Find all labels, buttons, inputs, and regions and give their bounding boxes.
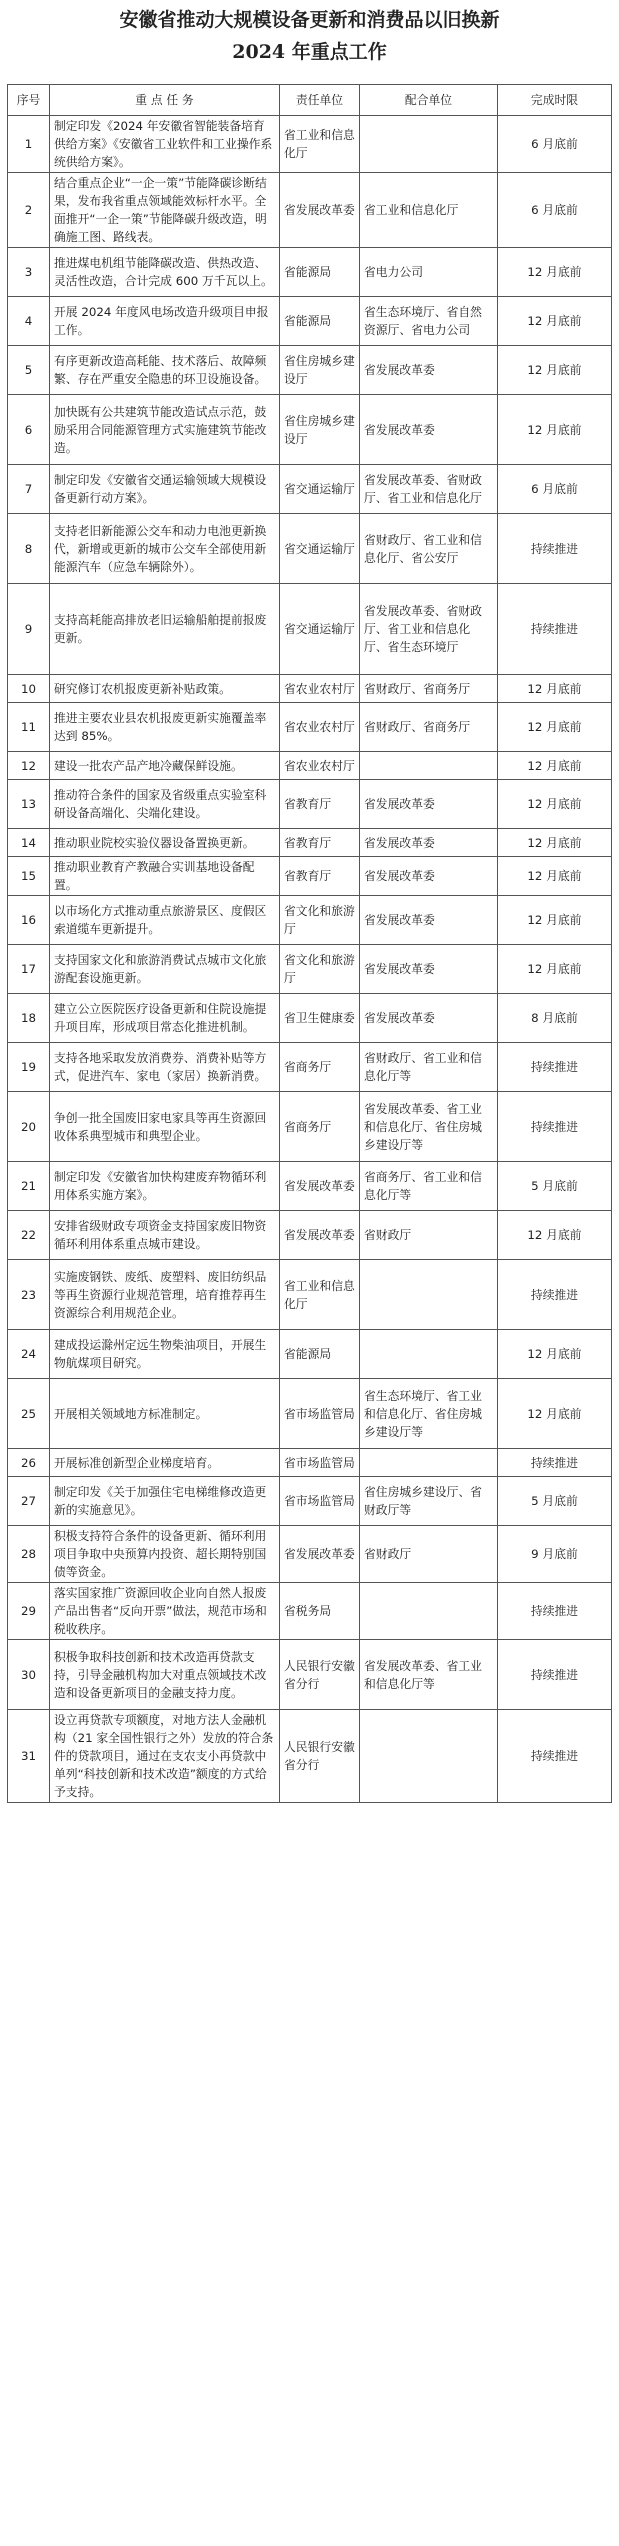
lead-unit-cell: 省工业和信息化厅 [280, 116, 360, 173]
partner-unit-cell: 省财政厅、省工业和信息化厅、省公安厅 [360, 514, 498, 584]
task-cell: 安排省级财政专项资金支持国家废旧物资循环利用体系重点城市建设。 [50, 1211, 280, 1260]
row-number: 8 [8, 514, 50, 584]
task-cell: 制定印发《安徽省交通运输领域大规模设备更新行动方案》。 [50, 465, 280, 514]
partner-unit-cell [360, 1449, 498, 1477]
row-number: 29 [8, 1583, 50, 1640]
row-number: 25 [8, 1379, 50, 1449]
table-row [8, 752, 612, 780]
partner-unit-cell [360, 1583, 498, 1640]
task-cell: 实施废钢铁、废纸、废塑料、废旧纺织品等再生资源行业规范管理，培育推荐再生资源综合利用规范企业。 [50, 1260, 280, 1330]
row-number: 7 [8, 465, 50, 514]
deadline-cell: 5 月底前 [498, 1162, 612, 1211]
lead-unit-cell: 省农业农村厅 [280, 752, 360, 780]
table-row [8, 1477, 612, 1526]
partner-unit-cell: 省发展改革委 [360, 994, 498, 1043]
partner-unit-cell: 省财政厅、省商务厅 [360, 703, 498, 752]
row-number: 1 [8, 116, 50, 173]
header-number: 序号 [8, 85, 50, 116]
row-number: 3 [8, 248, 50, 297]
header-lead-unit: 责任单位 [280, 85, 360, 116]
task-cell: 争创一批全国废旧家电家具等再生资源回收体系典型城市和典型企业。 [50, 1092, 280, 1162]
table-row [8, 1640, 612, 1710]
table-row [8, 1092, 612, 1162]
lead-unit-cell: 省能源局 [280, 297, 360, 346]
deadline-cell: 12 月底前 [498, 752, 612, 780]
deadline-cell: 持续推进 [498, 1449, 612, 1477]
row-number: 15 [8, 857, 50, 896]
task-cell: 推进煤电机组节能降碳改造、供热改造、灵活性改造，合计完成 600 万千瓦以上。 [50, 248, 280, 297]
lead-unit-cell: 人民银行安徽省分行 [280, 1710, 360, 1803]
partner-unit-cell: 省商务厅、省工业和信息化厅等 [360, 1162, 498, 1211]
row-number: 10 [8, 675, 50, 703]
header-task: 重 点 任 务 [50, 85, 280, 116]
partner-unit-cell: 省工业和信息化厅 [360, 173, 498, 248]
row-number: 19 [8, 1043, 50, 1092]
row-number: 31 [8, 1710, 50, 1803]
partner-unit-cell: 省发展改革委 [360, 945, 498, 994]
table-row [8, 1710, 612, 1803]
task-cell: 制定印发《安徽省加快构建废弃物循环利用体系实施方案》。 [50, 1162, 280, 1211]
lead-unit-cell: 省商务厅 [280, 1092, 360, 1162]
table-row [8, 1330, 612, 1379]
row-number: 26 [8, 1449, 50, 1477]
lead-unit-cell: 省住房城乡建设厅 [280, 346, 360, 395]
row-number: 28 [8, 1526, 50, 1583]
table-row [8, 1379, 612, 1449]
partner-unit-cell [360, 752, 498, 780]
row-number: 13 [8, 780, 50, 829]
lead-unit-cell: 人民银行安徽省分行 [280, 1640, 360, 1710]
deadline-cell: 12 月底前 [498, 346, 612, 395]
deadline-cell: 12 月底前 [498, 1211, 612, 1260]
row-number: 22 [8, 1211, 50, 1260]
row-number: 24 [8, 1330, 50, 1379]
table-row [8, 297, 612, 346]
deadline-cell: 12 月底前 [498, 896, 612, 945]
task-cell: 支持国家文化和旅游消费试点城市文化旅游配套设施更新。 [50, 945, 280, 994]
task-cell: 建设一批农产品产地冷藏保鲜设施。 [50, 752, 280, 780]
task-cell: 结合重点企业“一企一策”节能降碳诊断结果，发布我省重点领域能效标杆水平。全面推开“一企一策”节能降碳升级改造，明确施工图、路线表。 [50, 173, 280, 248]
table-row [8, 1162, 612, 1211]
deadline-cell: 12 月底前 [498, 1330, 612, 1379]
table-row [8, 465, 612, 514]
header-deadline: 完成时限 [498, 85, 612, 116]
partner-unit-cell: 省发展改革委 [360, 829, 498, 857]
task-cell: 制定印发《2024 年安徽省智能装备培育供给方案》《安徽省工业软件和工业操作系统供给方案》。 [50, 116, 280, 173]
deadline-cell: 6 月底前 [498, 173, 612, 248]
table-row [8, 1449, 612, 1477]
deadline-cell: 持续推进 [498, 1640, 612, 1710]
deadline-cell: 12 月底前 [498, 1379, 612, 1449]
lead-unit-cell: 省能源局 [280, 1330, 360, 1379]
task-cell: 制定印发《关于加强住宅电梯维修改造更新的实施意见》。 [50, 1477, 280, 1526]
lead-unit-cell: 省交通运输厅 [280, 514, 360, 584]
partner-unit-cell: 省发展改革委 [360, 395, 498, 465]
deadline-cell: 8 月底前 [498, 994, 612, 1043]
deadline-cell: 12 月底前 [498, 945, 612, 994]
lead-unit-cell: 省能源局 [280, 248, 360, 297]
lead-unit-cell: 省教育厅 [280, 829, 360, 857]
lead-unit-cell: 省市场监管局 [280, 1449, 360, 1477]
table-row [8, 1526, 612, 1583]
table-row [8, 514, 612, 584]
lead-unit-cell: 省文化和旅游厅 [280, 896, 360, 945]
table-row [8, 395, 612, 465]
partner-unit-cell: 省发展改革委、省工业和信息化厅、省住房城乡建设厅等 [360, 1092, 498, 1162]
title-line-1: 安徽省推动大规模设备更新和消费品以旧换新 [119, 9, 500, 31]
row-number: 23 [8, 1260, 50, 1330]
task-cell: 积极争取科技创新和技术改造再贷款支持，引导金融机构加大对重点领域技术改造和设备更新项目的金融支持力度。 [50, 1640, 280, 1710]
lead-unit-cell: 省发展改革委 [280, 1162, 360, 1211]
lead-unit-cell: 省税务局 [280, 1583, 360, 1640]
task-cell: 设立再贷款专项额度，对地方法人金融机构（21 家全国性银行之外）发放的符合条件的贷款项目，通过在支农支小再贷款中单列“科技创新和技术改造”额度的方式给予支持。 [50, 1710, 280, 1803]
lead-unit-cell: 省文化和旅游厅 [280, 945, 360, 994]
table-row [8, 1260, 612, 1330]
lead-unit-cell: 省市场监管局 [280, 1379, 360, 1449]
lead-unit-cell: 省交通运输厅 [280, 584, 360, 675]
row-number: 6 [8, 395, 50, 465]
task-cell: 推进主要农业县农机报废更新实施覆盖率达到 85%。 [50, 703, 280, 752]
table-row [8, 173, 612, 248]
table-row [8, 675, 612, 703]
lead-unit-cell: 省发展改革委 [280, 1526, 360, 1583]
deadline-cell: 12 月底前 [498, 297, 612, 346]
task-cell: 研究修订农机报废更新补贴政策。 [50, 675, 280, 703]
partner-unit-cell: 省财政厅 [360, 1526, 498, 1583]
lead-unit-cell: 省市场监管局 [280, 1477, 360, 1526]
partner-unit-cell: 省住房城乡建设厅、省财政厅等 [360, 1477, 498, 1526]
table-row [8, 1043, 612, 1092]
partner-unit-cell: 省财政厅 [360, 1211, 498, 1260]
task-cell: 以市场化方式推动重点旅游景区、度假区索道缆车更新提升。 [50, 896, 280, 945]
deadline-cell: 持续推进 [498, 514, 612, 584]
task-cell: 支持老旧新能源公交车和动力电池更新换代，新增或更新的城市公交车全部使用新能源汽车（应急车辆除外）。 [50, 514, 280, 584]
table-row [8, 1583, 612, 1640]
table-row [8, 829, 612, 857]
table-row [8, 896, 612, 945]
row-number: 9 [8, 584, 50, 675]
deadline-cell: 12 月底前 [498, 857, 612, 896]
tasks-table [7, 84, 612, 1803]
deadline-cell: 12 月底前 [498, 829, 612, 857]
task-cell: 开展标准创新型企业梯度培育。 [50, 1449, 280, 1477]
table-row [8, 346, 612, 395]
table-row [8, 945, 612, 994]
deadline-cell: 12 月底前 [498, 675, 612, 703]
row-number: 20 [8, 1092, 50, 1162]
partner-unit-cell: 省发展改革委 [360, 780, 498, 829]
table-row [8, 248, 612, 297]
row-number: 11 [8, 703, 50, 752]
table-body [8, 116, 612, 1803]
task-cell: 支持高耗能高排放老旧运输船舶提前报废更新。 [50, 584, 280, 675]
task-cell: 开展 2024 年度风电场改造升级项目申报工作。 [50, 297, 280, 346]
partner-unit-cell: 省发展改革委、省工业和信息化厅等 [360, 1640, 498, 1710]
task-cell: 加快既有公共建筑节能改造试点示范，鼓励采用合同能源管理方式实施建筑节能改造。 [50, 395, 280, 465]
task-cell: 积极支持符合条件的设备更新、循环利用项目争取中央预算内投资、超长期特别国债等资金。 [50, 1526, 280, 1583]
task-cell: 建立公立医院医疗设备更新和住院设施提升项目库，形成项目常态化推进机制。 [50, 994, 280, 1043]
partner-unit-cell: 省发展改革委 [360, 896, 498, 945]
title-line-2: 2024 年重点工作 [232, 41, 387, 63]
row-number: 14 [8, 829, 50, 857]
lead-unit-cell: 省住房城乡建设厅 [280, 395, 360, 465]
lead-unit-cell: 省工业和信息化厅 [280, 1260, 360, 1330]
header-partner-unit: 配合单位 [360, 85, 498, 116]
partner-unit-cell [360, 1710, 498, 1803]
lead-unit-cell: 省卫生健康委 [280, 994, 360, 1043]
lead-unit-cell: 省教育厅 [280, 780, 360, 829]
row-number: 4 [8, 297, 50, 346]
table-row [8, 994, 612, 1043]
row-number: 16 [8, 896, 50, 945]
deadline-cell: 持续推进 [498, 1092, 612, 1162]
deadline-cell: 持续推进 [498, 1710, 612, 1803]
deadline-cell: 12 月底前 [498, 703, 612, 752]
deadline-cell: 12 月底前 [498, 780, 612, 829]
task-cell: 支持各地采取发放消费券、消费补贴等方式，促进汽车、家电（家居）换新消费。 [50, 1043, 280, 1092]
table-row [8, 703, 612, 752]
row-number: 17 [8, 945, 50, 994]
row-number: 2 [8, 173, 50, 248]
table-row [8, 584, 612, 675]
partner-unit-cell [360, 116, 498, 173]
deadline-cell: 9 月底前 [498, 1526, 612, 1583]
table-row [8, 116, 612, 173]
partner-unit-cell: 省生态环境厅、省自然资源厅、省电力公司 [360, 297, 498, 346]
task-cell: 开展相关领域地方标准制定。 [50, 1379, 280, 1449]
partner-unit-cell: 省发展改革委、省财政厅、省工业和信息化厅 [360, 465, 498, 514]
partner-unit-cell: 省发展改革委 [360, 346, 498, 395]
deadline-cell: 5 月底前 [498, 1477, 612, 1526]
deadline-cell: 6 月底前 [498, 465, 612, 514]
task-cell: 推动职业教育产教融合实训基地设备配置。 [50, 857, 280, 896]
table-header-row [8, 85, 612, 116]
task-cell: 有序更新改造高耗能、技术落后、故障频繁、存在严重安全隐患的环卫设施设备。 [50, 346, 280, 395]
task-cell: 推动职业院校实验仪器设备置换更新。 [50, 829, 280, 857]
partner-unit-cell: 省电力公司 [360, 248, 498, 297]
table-row [8, 857, 612, 896]
lead-unit-cell: 省教育厅 [280, 857, 360, 896]
partner-unit-cell: 省财政厅、省工业和信息化厅等 [360, 1043, 498, 1092]
task-cell: 落实国家推广资源回收企业向自然人报废产品出售者“反向开票”做法，规范市场和税收秩序。 [50, 1583, 280, 1640]
deadline-cell: 6 月底前 [498, 116, 612, 173]
row-number: 18 [8, 994, 50, 1043]
row-number: 21 [8, 1162, 50, 1211]
document-title [0, 0, 619, 68]
lead-unit-cell: 省商务厅 [280, 1043, 360, 1092]
lead-unit-cell: 省交通运输厅 [280, 465, 360, 514]
row-number: 5 [8, 346, 50, 395]
row-number: 12 [8, 752, 50, 780]
row-number: 27 [8, 1477, 50, 1526]
lead-unit-cell: 省农业农村厅 [280, 703, 360, 752]
partner-unit-cell [360, 1260, 498, 1330]
partner-unit-cell: 省发展改革委、省财政厅、省工业和信息化厅、省生态环境厅 [360, 584, 498, 675]
table-row [8, 1211, 612, 1260]
deadline-cell: 12 月底前 [498, 248, 612, 297]
table-row [8, 780, 612, 829]
task-cell: 建成投运滁州定远生物柴油项目，开展生物航煤项目研究。 [50, 1330, 280, 1379]
deadline-cell: 持续推进 [498, 584, 612, 675]
lead-unit-cell: 省农业农村厅 [280, 675, 360, 703]
partner-unit-cell: 省生态环境厅、省工业和信息化厅、省住房城乡建设厅等 [360, 1379, 498, 1449]
partner-unit-cell: 省财政厅、省商务厅 [360, 675, 498, 703]
deadline-cell: 持续推进 [498, 1043, 612, 1092]
lead-unit-cell: 省发展改革委 [280, 1211, 360, 1260]
deadline-cell: 12 月底前 [498, 395, 612, 465]
deadline-cell: 持续推进 [498, 1260, 612, 1330]
partner-unit-cell: 省发展改革委 [360, 857, 498, 896]
task-cell: 推动符合条件的国家及省级重点实验室科研设备高端化、尖端化建设。 [50, 780, 280, 829]
partner-unit-cell [360, 1330, 498, 1379]
deadline-cell: 持续推进 [498, 1583, 612, 1640]
row-number: 30 [8, 1640, 50, 1710]
lead-unit-cell: 省发展改革委 [280, 173, 360, 248]
